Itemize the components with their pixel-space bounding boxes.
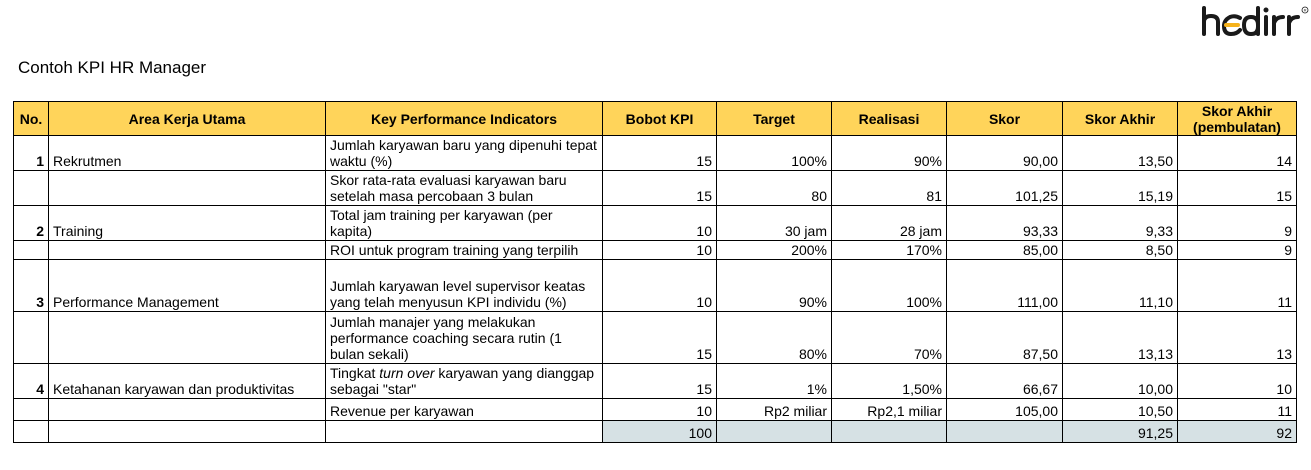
- cell-area: [49, 241, 326, 260]
- col-header-target: Target: [717, 102, 832, 136]
- cell-bobot: 15: [603, 312, 717, 364]
- cell-target: 30 jam: [717, 206, 832, 241]
- cell-pembulatan: 15: [1178, 171, 1297, 206]
- cell-skor: 111,00: [947, 260, 1063, 312]
- cell-pembulatan: 9: [1178, 241, 1297, 260]
- cell-kpi: Jumlah karyawan baru yang dipenuhi tepat waktu (%): [326, 136, 603, 171]
- col-header-pembulatan: Skor Akhir (pembulatan): [1178, 102, 1297, 136]
- table-header-row: [14, 102, 1297, 136]
- table-row: [14, 399, 1297, 421]
- cell-bobot: 15: [603, 171, 717, 206]
- cell-no: 1: [14, 136, 49, 171]
- cell-area: Ketahanan karyawan dan produktivitas: [49, 364, 326, 399]
- cell-skor: 66,67: [947, 364, 1063, 399]
- kpi-text-part: karyawan yang dianggap sebagai "star": [330, 365, 595, 397]
- col-header-skor-akhir: Skor Akhir: [1063, 102, 1178, 136]
- cell-empty: [49, 421, 326, 443]
- cell-bobot: 10: [603, 206, 717, 241]
- cell-skor-akhir: 13,13: [1063, 312, 1178, 364]
- cell-skor-akhir: 9,33: [1063, 206, 1178, 241]
- cell-kpi: ROI untuk program training yang terpilih: [326, 241, 603, 260]
- cell-empty: [947, 421, 1063, 443]
- table-row: [14, 241, 1297, 260]
- cell-kpi: Revenue per karyawan: [326, 399, 603, 421]
- cell-no: 3: [14, 260, 49, 312]
- kpi-text-part: Tingkat: [330, 365, 380, 381]
- cell-pembulatan: 13: [1178, 312, 1297, 364]
- kpi-text-italic-part: turn over: [379, 365, 435, 381]
- cell-kpi: [326, 364, 603, 399]
- total-pembulatan: 92: [1178, 421, 1297, 443]
- cell-target: 90%: [717, 260, 832, 312]
- hadirr-logo-graphic: [1200, 4, 1310, 38]
- cell-area: Rekrutmen: [49, 136, 326, 171]
- cell-bobot: 15: [603, 364, 717, 399]
- cell-empty: [832, 421, 947, 443]
- cell-no: [14, 171, 49, 206]
- total-bobot: 100: [603, 421, 717, 443]
- cell-area: [49, 312, 326, 364]
- cell-no: [14, 399, 49, 421]
- cell-realisasi: 170%: [832, 241, 947, 260]
- page-title: Contoh KPI HR Manager: [18, 58, 207, 77]
- cell-skor-akhir: 10,50: [1063, 399, 1178, 421]
- cell-skor-akhir: 10,00: [1063, 364, 1178, 399]
- cell-no: [14, 312, 49, 364]
- cell-skor-akhir: 11,10: [1063, 260, 1178, 312]
- cell-target: 80%: [717, 312, 832, 364]
- cell-skor-akhir: 15,19: [1063, 171, 1178, 206]
- cell-area: [49, 399, 326, 421]
- cell-realisasi: 1,50%: [832, 364, 947, 399]
- kpi-table: [13, 101, 1297, 443]
- table-row: [14, 260, 1297, 312]
- cell-area: Training: [49, 206, 326, 241]
- cell-realisasi: 70%: [832, 312, 947, 364]
- cell-no: 4: [14, 364, 49, 399]
- table-row: [14, 312, 1297, 364]
- hadirr-logo: [1200, 4, 1310, 38]
- col-header-skor: Skor: [947, 102, 1063, 136]
- cell-empty: [717, 421, 832, 443]
- total-row: [14, 421, 1297, 443]
- cell-bobot: 10: [603, 399, 717, 421]
- cell-kpi: Jumlah manajer yang melakukan performance coaching secara rutin (1 bulan sekali): [326, 312, 603, 364]
- cell-empty: [326, 421, 603, 443]
- cell-realisasi: 100%: [832, 260, 947, 312]
- svg-text:R: R: [1303, 7, 1307, 13]
- cell-bobot: 10: [603, 241, 717, 260]
- cell-skor-akhir: 8,50: [1063, 241, 1178, 260]
- cell-target: 200%: [717, 241, 832, 260]
- table-row: [14, 136, 1297, 171]
- cell-target: 80: [717, 171, 832, 206]
- col-header-no: No.: [14, 102, 49, 136]
- cell-bobot: 15: [603, 136, 717, 171]
- cell-skor: 105,00: [947, 399, 1063, 421]
- cell-realisasi: 81: [832, 171, 947, 206]
- cell-realisasi: Rp2,1 miliar: [832, 399, 947, 421]
- col-header-realisasi: Realisasi: [832, 102, 947, 136]
- cell-target: 1%: [717, 364, 832, 399]
- cell-pembulatan: 9: [1178, 206, 1297, 241]
- cell-skor: 101,25: [947, 171, 1063, 206]
- cell-skor: 93,33: [947, 206, 1063, 241]
- cell-pembulatan: 14: [1178, 136, 1297, 171]
- cell-realisasi: 90%: [832, 136, 947, 171]
- cell-realisasi: 28 jam: [832, 206, 947, 241]
- cell-empty: [14, 421, 49, 443]
- cell-skor: 85,00: [947, 241, 1063, 260]
- total-skor-akhir: 91,25: [1063, 421, 1178, 443]
- cell-pembulatan: 11: [1178, 260, 1297, 312]
- cell-kpi: Jumlah karyawan level supervisor keatas yang telah menyusun KPI individu (%): [326, 260, 603, 312]
- cell-no: [14, 241, 49, 260]
- cell-skor: 90,00: [947, 136, 1063, 171]
- cell-skor-akhir: 13,50: [1063, 136, 1178, 171]
- cell-kpi: Total jam training per karyawan (per kapita): [326, 206, 603, 241]
- col-header-area: Area Kerja Utama: [49, 102, 326, 136]
- col-header-kpi: Key Performance Indicators: [326, 102, 603, 136]
- col-header-bobot: Bobot KPI: [603, 102, 717, 136]
- cell-target: Rp2 miliar: [717, 399, 832, 421]
- table-row: [14, 171, 1297, 206]
- cell-area: [49, 171, 326, 206]
- cell-pembulatan: 11: [1178, 399, 1297, 421]
- cell-no: 2: [14, 206, 49, 241]
- table-row: [14, 206, 1297, 241]
- cell-skor: 87,50: [947, 312, 1063, 364]
- cell-area: Performance Management: [49, 260, 326, 312]
- cell-bobot: 10: [603, 260, 717, 312]
- cell-pembulatan: 10: [1178, 364, 1297, 399]
- table-row: [14, 364, 1297, 399]
- cell-kpi: Skor rata-rata evaluasi karyawan baru setelah masa percobaan 3 bulan: [326, 171, 603, 206]
- cell-target: 100%: [717, 136, 832, 171]
